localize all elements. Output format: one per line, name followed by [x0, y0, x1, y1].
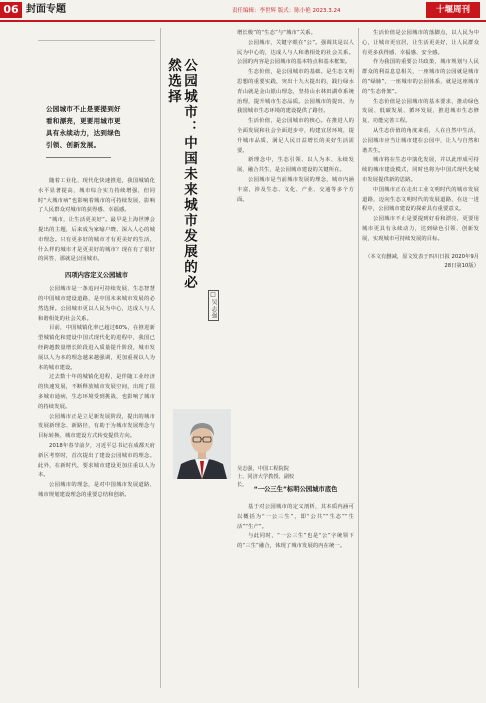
- paragraph: 2018年春节前夕，习近平总书记在成都天府新区考察时，首次提出了建设公园城市的理念。此外，在新时代，要求城市建设更加注重以人为本。: [38, 442, 155, 479]
- middle-subheading: “一公三生”标明公园城市底色: [253, 486, 338, 493]
- pull-quote-rule: [46, 157, 111, 158]
- column-divider: [358, 28, 359, 688]
- paragraph: 生态价值是公园城市的基本要求，推动绿色发展、低碳发展、循环发展，推进城市生态修复、功能完善工程。: [362, 98, 479, 125]
- paragraph: 公园城市是一条追问可持续发展、生态智慧的中国城市建设道路，是中国未来城市发展的必然选择。公园城市更以人民为中心，达成人与人和谐相处的社会关系。: [38, 286, 155, 322]
- paragraph: 与此同时，“一公三生”也是“公”字统领下的“三生”融合，体现了城市发展的内在统一。: [237, 533, 354, 550]
- photo-caption: 吴志强，中国工程院院士、同济大学教授、副校长。: [237, 466, 295, 488]
- paragraph: 生活价值，是公园城市的核心。在推进人的全面发展和社会全面进步中，构建宜居环境，提升城市品质，满足人民日益增长的美好生活需要。: [237, 118, 354, 154]
- paragraph: 公园城市的理念，是对中国城市发展道路、城市规划建设理念的重要总结和创新。: [38, 482, 155, 498]
- paragraph: “城市，让生活更美好”。最早是上海世博会提出的主题，后来成为家喻户晓、深入人心的城市理念。只有更多好的城市才有更美好的生活，什么样的城市才是更美好的城市？现在有了很好的回答，那就是公园城市。: [38, 217, 155, 263]
- portrait-illustration: [173, 409, 231, 479]
- masthead: 十堰周刊: [426, 2, 480, 18]
- source-note: （本文有删减，原文发表于四川日报 2020年9月28日第10版）: [365, 253, 479, 269]
- paragraph: 公园城市，关键字眼在“公”。强调其是以人民为中心的，达成人与人和谐相处的社会关系。公园的内容是公园城市的基本特点和基本框架。: [237, 39, 354, 66]
- paragraph: 中国城市正在走出工业文明时代的城市发展道路，迈向生态文明时代的发展道路，在这一进程中，公园城市建设的探索具有重要意义。: [362, 186, 479, 213]
- middle-column-bottom: [237, 503, 354, 552]
- paragraph: 基于对公园城市的定义剖析，其本质内涵可以概括为“一公三生”，即“公共”“生态”“生活”“生产”。: [237, 504, 354, 530]
- editor-meta: 责任编辑：李世辉 版式：陈小艳 2023.3.24: [232, 8, 341, 14]
- paragraph: 随着工业化、现代化快速推进，我国城镇化水平显著提高，城市综合实力持续增强，但同时“大城市病”也影响着城市的可持续发展，影响了人民群众对城市的获得感、幸福感。: [38, 178, 155, 214]
- top-rule: [38, 40, 155, 42]
- paragraph: 公园城市正是立足新发展阶段，提出的城市发展新理念、新路径，有助于为城市发展理念与目标转换、城市建设方式转变提供方向。: [38, 413, 155, 440]
- column-divider: [160, 28, 161, 688]
- paragraph: 公园城市不止是要提到好看和漂亮，更要用城市更具有永续动力，达到绿色引领、创新发展，实现城市可持续发展的目标。: [362, 216, 479, 242]
- left-subheading: 四项内容定义公园城市: [65, 272, 128, 280]
- paragraph: 增长极”的“生态”与“城市”关系。: [237, 30, 316, 36]
- paragraph: 生活价值是公园城市的落脚点，以人民为中心，让城市更宜居，让生活更美好，让人民群众有更多获得感、幸福感、安全感。: [362, 30, 479, 56]
- paragraph: 过去数十年的城镇化进程，是伴随工业经济的快速发展，不断释放城市发展空间，出现了很多城市通病，生态环境受到挑战，也影响了城市的持续发展。: [38, 374, 155, 410]
- paragraph: 生态价值，是公园城市的基础。是生态文明思想的重要实践，突出十九大提出的，践行绿水青山就是金山银山理念，坚持山水林田湖草系统治理，提升城市生态品质。公园城市的提出，为我国城市生态环境的建设提供了路径。: [237, 69, 354, 115]
- paragraph: 目前，中国城镇化率已超过60%，在推进新型城镇化和建设中国式现代化的进程中，我国已经跨越数量增长阶段进入质量提升阶段，城市发展以人为本的理念越来越强调，更加重视以人为本的城市建设。: [38, 325, 155, 371]
- byline: □吴志强: [208, 290, 219, 321]
- paragraph: 作为我国的重要公共政策，城市规划与人民群众的利益息息相关，一座城市的公园就是城市的“绿肺”，一座城市的公园体系，就是这座城市的“生态骨架”。: [362, 59, 479, 95]
- left-column: [38, 177, 155, 501]
- paragraph: 公园城市是当前城市发展的理念，城市内涵丰富，涉及生态、文化、产业、交通等多个方面。: [237, 176, 354, 203]
- paragraph: 城市将在生态中演化发展，并以此形成可持续的城市建设模式，同时也将为中国式现代化城市发展提供新的思路。: [362, 157, 479, 183]
- right-column: [362, 29, 479, 271]
- paragraph: 从生态价值的角度来看，人在自然中生活，公园城市应当让城市建在公园中，让人与自然和谐共生。: [362, 127, 479, 154]
- headline: 公园城市：中国未来城市发展的必然选择: [165, 58, 197, 291]
- page-header: [0, 0, 486, 20]
- pull-quote: 公园城市不止是要提到好看和漂亮，更要用城市更具有永续动力，达到绿色引领、创新发展。: [46, 105, 121, 149]
- section-title: 封面专题: [26, 4, 66, 15]
- header-rule: [0, 20, 486, 22]
- middle-column-top: [237, 29, 354, 205]
- paragraph: 新理念中，生态引领、以人为本、永续发展、融合共生，是公园城市建设的关键所在。: [237, 157, 354, 174]
- author-portrait: [173, 409, 231, 479]
- page-number: 06: [0, 2, 22, 18]
